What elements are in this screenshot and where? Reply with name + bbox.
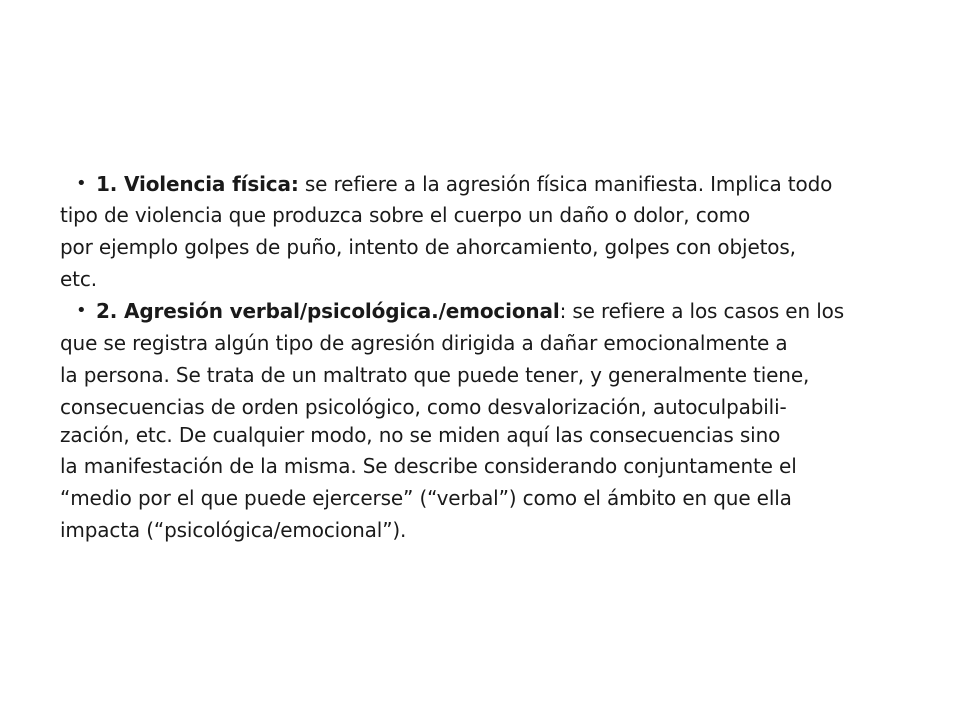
item-1-text: se refiere a la agresión física manifiesta. Implica todo <box>298 172 833 196</box>
item-2-line-5: zación, etc. De cualquier modo, no se miden aquí las consecuencias sino <box>60 423 781 447</box>
item-1-line-2: tipo de violencia que produzca sobre el cuerpo un daño o dolor, como <box>60 203 751 227</box>
item-2-text: : se refiere a los casos en los <box>559 299 844 323</box>
item-1-term: 1. Violencia física: <box>96 172 299 196</box>
bullet-icon: • <box>76 300 87 321</box>
bullet-icon: • <box>76 173 87 194</box>
item-2-term: 2. Agresión verbal/psicológica./emocional <box>96 299 560 323</box>
item-2-line-4: consecuencias de orden psicológico, como desvalorización, autoculpabili- <box>60 395 787 419</box>
item-1-line-3: por ejemplo golpes de puño, intento de ahorcamiento, golpes con objetos, <box>60 235 796 259</box>
item-2-line-8: impacta (“psicológica/emocional”). <box>60 518 407 542</box>
item-1-line-4: etc. <box>60 267 97 291</box>
item-2-line-7: “medio por el que puede ejercerse” (“verbal”) como el ámbito en que ella <box>60 486 792 510</box>
item-1-line-1 <box>96 172 832 196</box>
item-2-line-2: que se registra algún tipo de agresión dirigida a dañar emocionalmente a <box>60 331 788 355</box>
item-2-line-1 <box>96 299 844 323</box>
item-2-line-3: la persona. Se trata de un maltrato que puede tener, y generalmente tiene, <box>60 363 810 387</box>
item-2-line-6: la manifestación de la misma. Se describe considerando conjuntamente el <box>60 454 797 478</box>
